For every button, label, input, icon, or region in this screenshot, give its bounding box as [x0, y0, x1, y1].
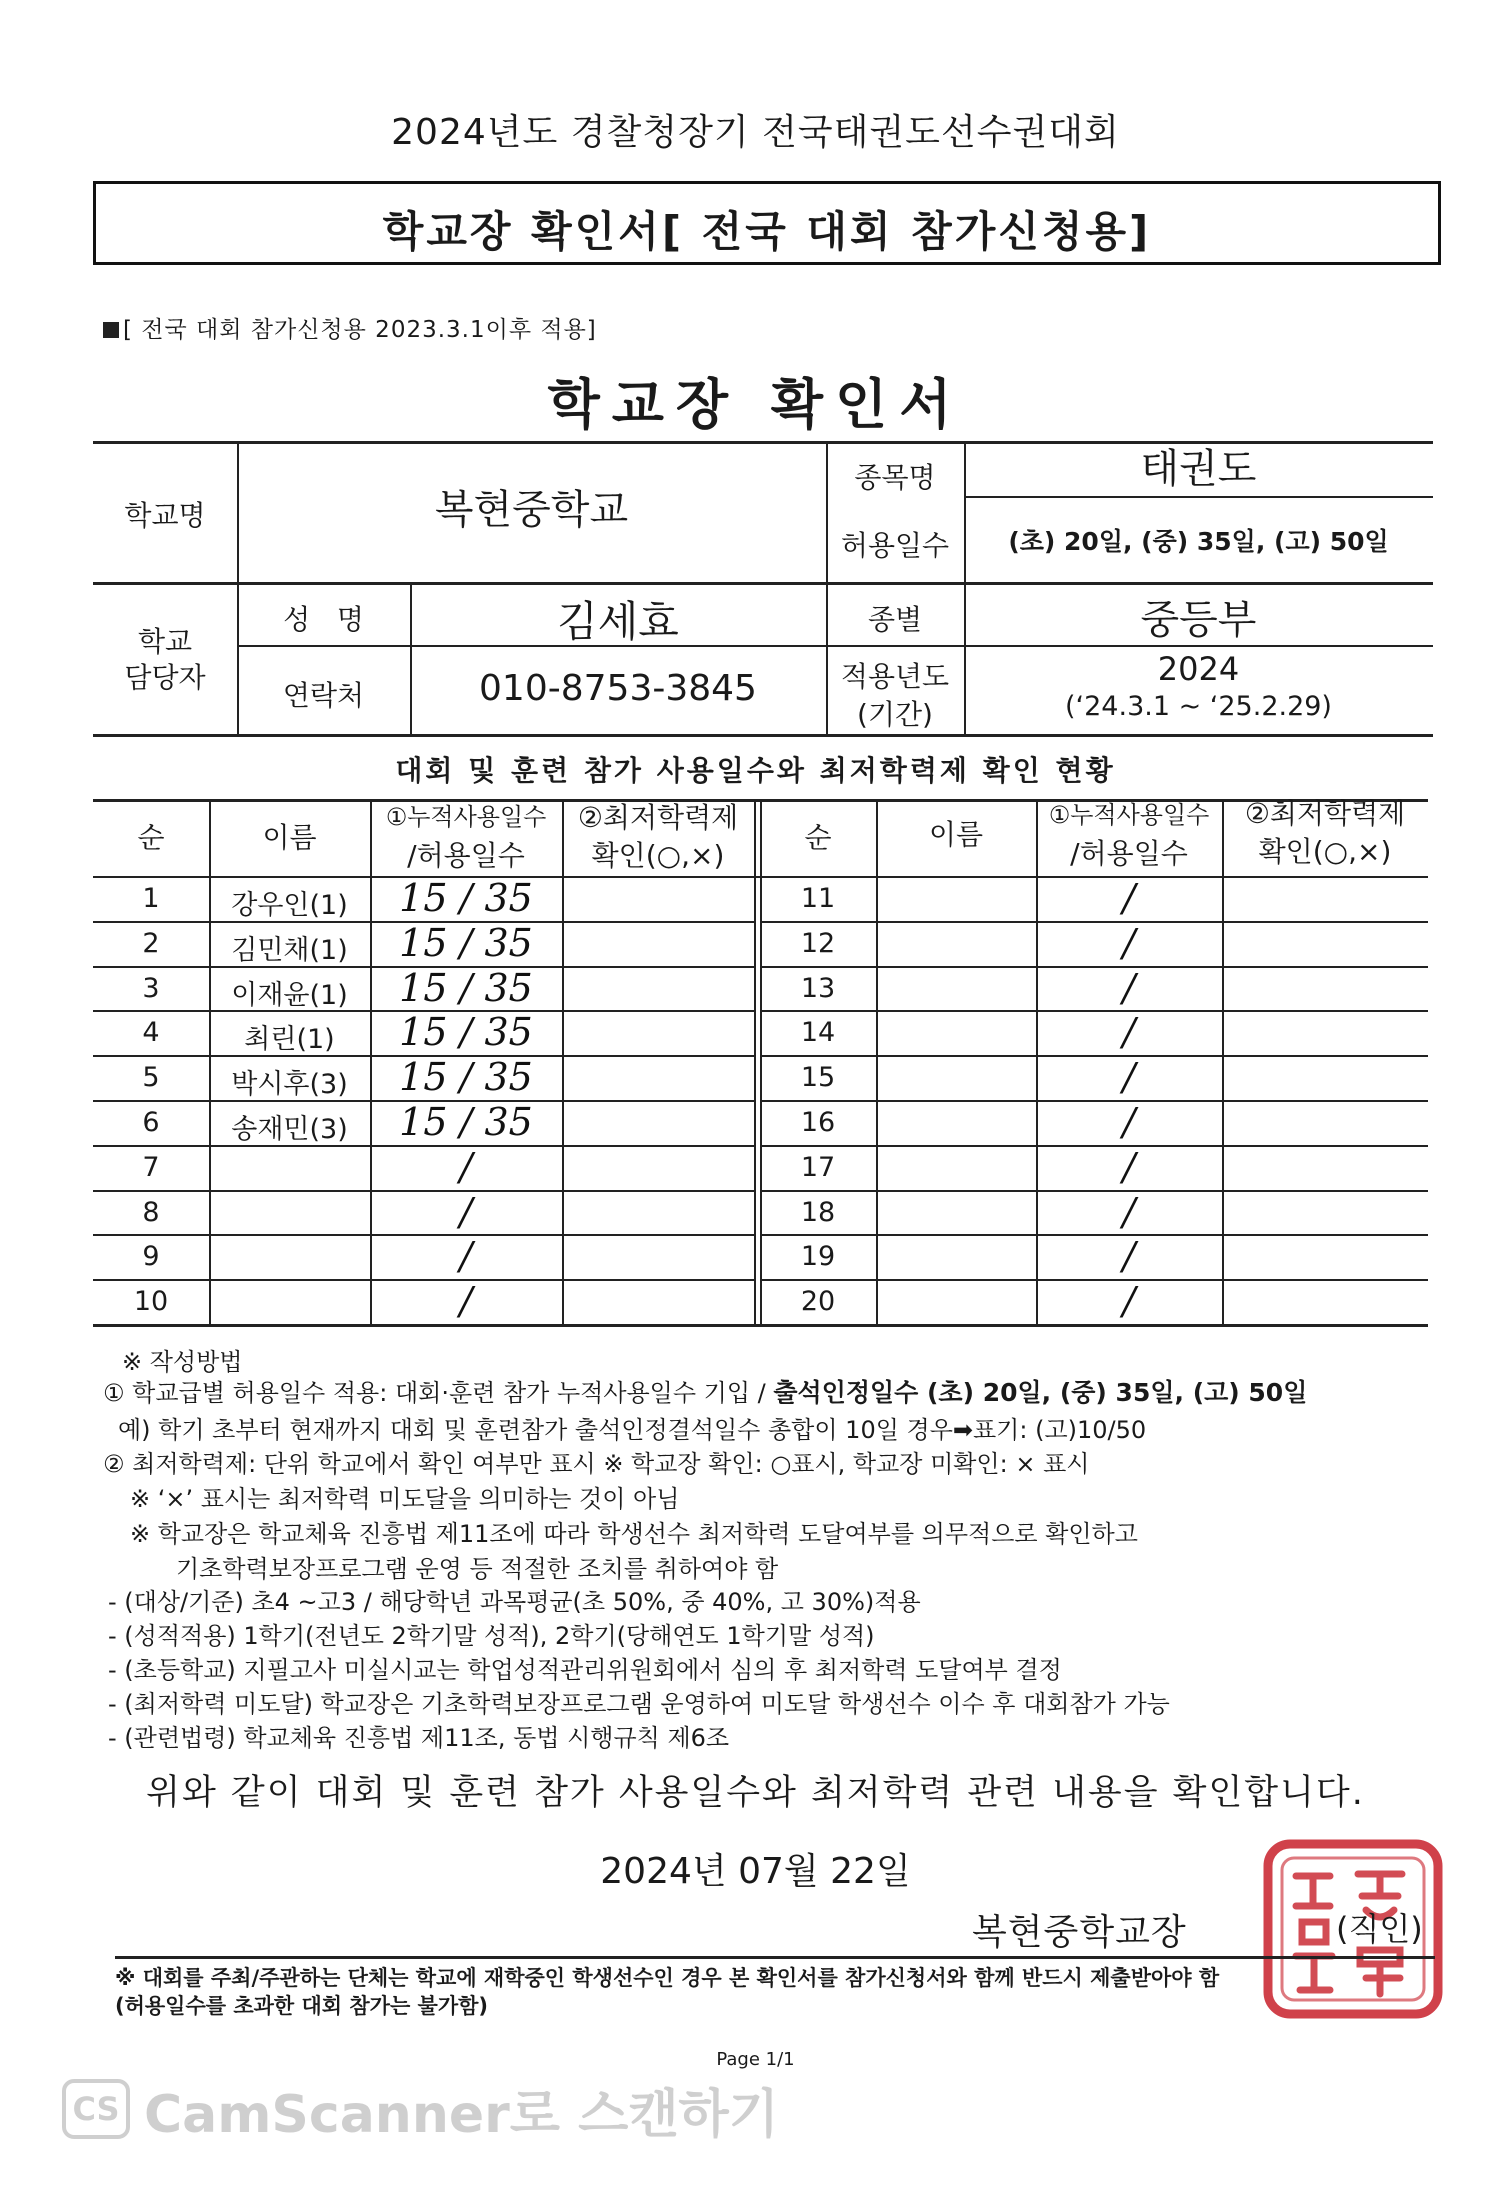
days-used: / [459, 1279, 473, 1324]
note-1 [103, 1373, 1307, 1409]
page-number: Page 1/1 [716, 2049, 795, 2070]
row-number: 8 [142, 1196, 160, 1228]
period-label: (기간) [857, 698, 933, 731]
camscanner-logo-icon: CS [62, 2079, 130, 2139]
row-number: 11 [800, 883, 836, 914]
col-header-grade-1: ②최저학력제 [577, 801, 739, 834]
days-used: / [1122, 1010, 1136, 1055]
days-used: / [1122, 1055, 1136, 1100]
sport-label: 종목명 [854, 461, 936, 494]
days-used: / [459, 1189, 473, 1234]
student-name: 박시후(3) [231, 1069, 348, 1101]
period-value: (‘24.3.1 ~ ‘25.2.29) [1065, 691, 1332, 722]
status-table-title: 대회 및 훈련 참가 사용일수와 최저학력제 확인 현황 [395, 754, 1116, 787]
row-number: 6 [142, 1107, 160, 1138]
principal-title: 복현중학교장 [972, 1912, 1187, 1953]
school-name: 복현중학교 [434, 487, 629, 533]
note-1-bold: 출석인정일수 (초) 20일, (중) 35일, (고) 50일 [773, 1378, 1308, 1407]
days-used: / [459, 1144, 473, 1189]
days-used: / [1122, 876, 1136, 920]
col-header-days-2: /허용일수 [407, 839, 525, 872]
row-number: 5 [142, 1062, 160, 1094]
note-2-sub-1: ※ ‘×’ 표시는 최저학력 미도달을 의미하는 것이 아님 [130, 1485, 680, 1513]
row-number: 20 [800, 1286, 836, 1318]
days-used: / [1122, 965, 1136, 1010]
days-used: 15 / 35 [399, 876, 533, 920]
col-header-grade-2: 확인(○,×) [591, 839, 725, 872]
footer-note [115, 1964, 1219, 2021]
col-header-days-2-right: /허용일수 [1070, 837, 1188, 870]
contact-group-label-2: 담당자 [124, 661, 206, 694]
days-used: / [459, 1234, 473, 1279]
note-1-text: ① 학교급별 허용일수 적용: 대회·훈련 참가 누적사용일수 기입 / [103, 1379, 774, 1407]
row-number: 17 [800, 1151, 836, 1183]
days-used: 15 / 35 [399, 1010, 533, 1055]
row-number: 3 [142, 972, 160, 1004]
days-used: 15 / 35 [399, 1055, 533, 1100]
days-used: 15 / 35 [399, 1100, 533, 1144]
school-label: 학교명 [124, 499, 206, 532]
detail-1: - (대상/기준) 초4 ~고3 / 해당학년 과목평균(초 50%, 중 40%, 고 30%)적용 [108, 1588, 921, 1616]
row-number: 10 [133, 1286, 169, 1318]
detail-5: - (관련법령) 학교체육 진흥법 제11조, 동법 시행규칙 제6조 [108, 1724, 730, 1752]
phone-label: 연락처 [282, 679, 365, 712]
detail-3: - (초등학교) 지필고사 미실시교는 학업성적관리위원회에서 심의 후 최저학력 도달여부 결정 [108, 1656, 1062, 1684]
signature-date: 2024년 07월 22일 [600, 1851, 911, 1892]
detail-2: - (성적적용) 1학기(전년도 2학기말 성적), 2학기(당해연도 1학기말 성적) [108, 1622, 875, 1650]
camscanner-watermark [62, 2076, 780, 2145]
person-name-label: 성 명 [283, 603, 364, 636]
days-used: / [1122, 1144, 1136, 1189]
col-header-no: 순 [137, 821, 165, 854]
days-used: / [1122, 1189, 1136, 1234]
phone-value: 010-8753-3845 [479, 668, 757, 709]
days-used: 15 / 35 [399, 965, 533, 1010]
row-number: 9 [142, 1241, 160, 1273]
col-header-no-right: 순 [804, 821, 832, 854]
scope-note [103, 311, 597, 344]
row-number: 16 [800, 1107, 836, 1138]
row-number: 12 [800, 927, 836, 959]
col-header-grade-2-right: 확인(○,×) [1258, 835, 1392, 868]
division-value: 중등부 [1140, 597, 1257, 643]
days-used: / [1122, 1234, 1136, 1279]
col-header-name-right: 이름 [928, 818, 984, 851]
days-used: 15 / 35 [399, 920, 533, 965]
footer-divider [115, 1956, 1435, 1959]
footer-note-line-2: (허용일수를 초과한 대회 참가는 불가함) [115, 1994, 489, 2019]
student-name: 강우인(1) [231, 890, 348, 921]
allowed-days-value: (초) 20일, (중) 35일, (고) 50일 [1008, 527, 1389, 556]
col-header-days-1: ①누적사용일수 [385, 803, 547, 831]
row-number: 15 [800, 1062, 836, 1094]
row-number: 4 [142, 1017, 160, 1049]
camscanner-watermark-text: CamScanner로 스캔하기 [144, 2084, 780, 2145]
year-label: 적용년도 [840, 660, 950, 693]
confirmation-text: 위와 같이 대회 및 훈련 참가 사용일수와 최저학력 관련 내용을 확인합니다. [146, 1773, 1365, 1813]
note-2-sub-2a: ※ 학교장은 학교체육 진흥법 제11조에 따라 학생선수 최저학력 도달여부를 의무적으로 확인하고 [130, 1520, 1138, 1548]
days-used: / [1122, 920, 1136, 965]
row-number: 14 [800, 1017, 836, 1049]
seal-mark-text: (직인) [1336, 1910, 1423, 1948]
row-number: 18 [800, 1196, 836, 1228]
square-bullet-icon [103, 322, 119, 338]
note-2: ② 최저학력제: 단위 학교에서 확인 여부만 표시 ※ 학교장 확인: ○표시, 학교장 미확인: × 표시 [103, 1450, 1090, 1478]
days-used: / [1122, 1279, 1136, 1324]
student-name: 최린(1) [244, 1024, 335, 1056]
row-number: 1 [142, 883, 160, 914]
title-box-text: 학교장 확인서[ 전국 대회 참가신청용] [382, 207, 1152, 256]
notes-heading: ※ 작성방법 [122, 1348, 243, 1376]
allowed-days-label: 허용일수 [840, 529, 950, 562]
days-used: / [1122, 1100, 1136, 1144]
person-name: 김세효 [557, 597, 679, 646]
division-label: 종별 [867, 603, 923, 636]
event-title: 2024년도 경찰청장기 전국태권도선수권대회 [391, 112, 1120, 153]
contact-group-label-1: 학교 [137, 625, 193, 658]
student-name: 송재민(3) [231, 1114, 348, 1145]
sport-name: 태권도 [1140, 446, 1257, 492]
row-number: 19 [800, 1241, 836, 1273]
row-number: 7 [142, 1151, 160, 1183]
student-name: 김민채(1) [231, 934, 348, 966]
row-number: 13 [800, 972, 836, 1004]
note-2-sub-2b: 기초학력보장프로그램 운영 등 적절한 조치를 취하여야 함 [176, 1555, 779, 1583]
col-header-name: 이름 [262, 821, 317, 854]
document-title: 학교장 확인서 [547, 373, 964, 436]
student-name: 이재윤(1) [231, 979, 348, 1011]
col-header-days-1-right: ①누적사용일수 [1048, 801, 1210, 829]
note-1-example: 예) 학기 초부터 현재까지 대회 및 훈련참가 출석인정결석일수 총합이 10일 경우➡표기: (고)10/50 [118, 1416, 1147, 1444]
year-value: 2024 [1157, 650, 1240, 688]
scope-note-text: [ 전국 대회 참가신청용 2023.3.1이후 적용] [123, 317, 597, 343]
footer-note-line-1: ※ 대회를 주최/주관하는 단체는 학교에 재학중인 학생선수인 경우 본 확인서를 참가신청서와 함께 반드시 제출받아야 함 [115, 1966, 1220, 1990]
col-header-grade-1-right: ②최저학력제 [1244, 797, 1406, 830]
detail-4: - (최저학력 미도달) 학교장은 기초학력보장프로그램 운영하여 미도달 학생선수 이수 후 대회참가 가능 [108, 1690, 1170, 1718]
row-number: 2 [142, 927, 160, 959]
